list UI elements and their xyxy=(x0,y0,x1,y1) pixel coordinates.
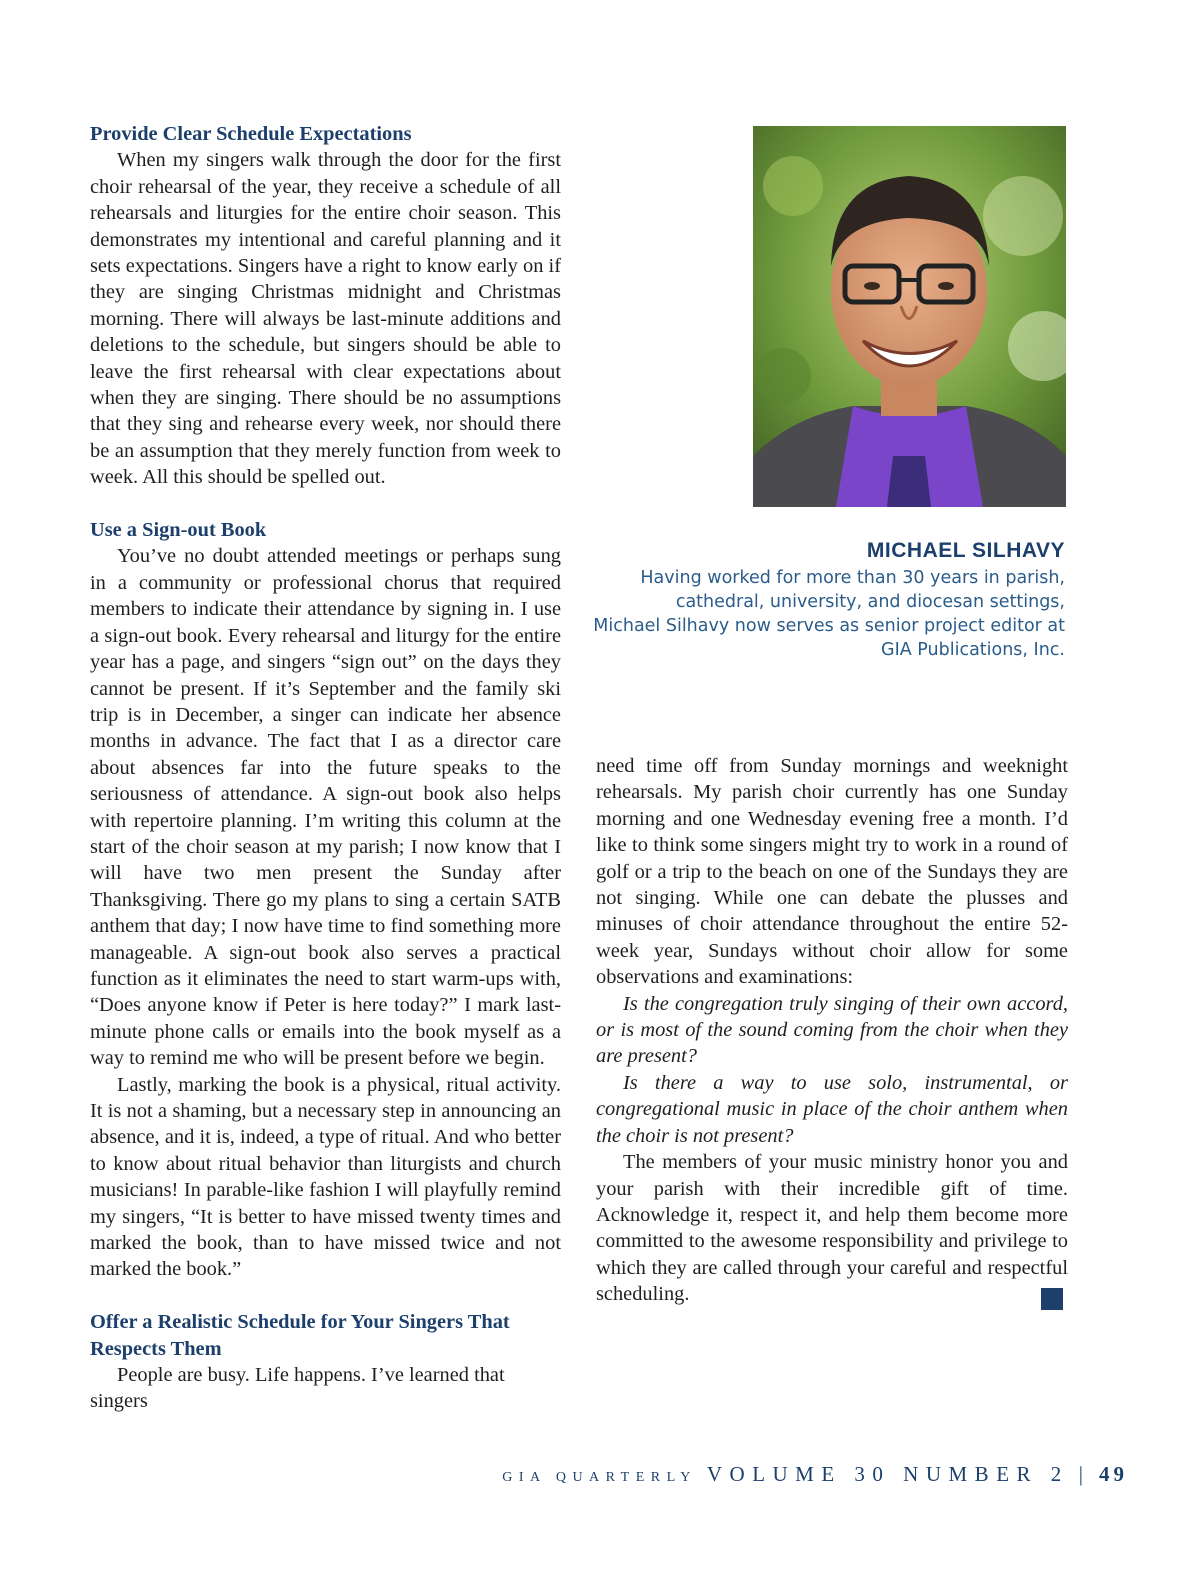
footer-brand: GIA QUARTERLY xyxy=(502,1470,697,1485)
paragraph: When my singers walk through the door for the first choir rehearsal of the year, they receive a schedule of all rehearsals and liturgies for the entire choir season. This demonstrates my intentional and careful planning and it sets expectations. Singers have a right to know early on if they are singing Christmas midnight and Christmas morning. There will always be last-minute additions and deletions to the schedule, but singers should be able to leave the first rehearsal with clear expectations about when they are singing. There should be no assumptions that they sing and rehearse every week, nor should there be an assumption that they merely function from week to week. All this should be spelled out. xyxy=(90,149,561,489)
question-paragraph: Is the congregation truly singing of their own accord, or is most of the sound coming from the choir when they are present? xyxy=(596,992,1068,1068)
left-column xyxy=(90,121,561,1415)
author-bio-line: Michael Silhavy now serves as senior project editor at xyxy=(593,616,1065,636)
section-heading-sign-out: Use a Sign-out Book xyxy=(90,519,267,542)
section-heading-schedule: Provide Clear Schedule Expectations xyxy=(90,123,412,145)
page-number: 49 xyxy=(1099,1462,1128,1486)
paragraph: Lastly, marking the book is a physical, ritual activity. It is not a shaming, but a necessary step in announcing an absence, and it is, indeed, a type of ritual. And who better to know about ritual behavior than liturgists and church musicians! In parable-like fashion I will playfully remind my singers, “It is better to have missed twenty times and marked the book, than to have missed twice and not marked the book.” xyxy=(90,1073,561,1281)
author-bio-line: cathedral, university, and diocesan settings, xyxy=(675,592,1065,612)
section-heading-realistic: Offer a Realistic Schedule for Your Singers That Respects Them xyxy=(90,1311,510,1360)
page-footer xyxy=(502,1462,1128,1487)
closing-paragraph: The members of your music ministry honor you and your parish with their incredible gift of time. Acknowledge it, respect it, and help them become more committed to the awesome responsibility and privilege to which they are called through your careful and respectful scheduling. xyxy=(596,1151,1068,1306)
author-photo xyxy=(753,126,1066,507)
footer-volume: VOLUME 30 NUMBER 2 xyxy=(706,1462,1069,1486)
author-bio xyxy=(545,536,1065,662)
paragraph: need time off from Sunday mornings and weeknight rehearsals. My parish choir currently has one Sunday morning and one Wednesday evening free a month. I’d like to think some singers might try to work in a round of golf or a trip to the beach on one of the Sundays they are not singing. While one can debate the plusses and minuses of choir attendance throughout the entire 52-week year, Sundays without choir allow for some observations and examinations: xyxy=(596,755,1068,989)
paragraph: You’ve no doubt attended meetings or perhaps sung in a community or professional chorus that required members to indicate their attendance by signing in. I use a sign-out book. Every rehearsal and liturgy for the entire year has a page, and singers “sign out” on the days they cannot be present. If it’s September and the family ski trip is in December, a singer can indicate her absence months in advance. The fact that I as a director care about absences far into the future speaks to the seriousness of attendance. A sign-out book also helps with repertoire planning. I’m writing this column at the start of the choir season at my parish; I now know that I will have two men present the Sunday after Thanksgiving. There go my plans to sing a certain SATB anthem that day; I now have time to find something more manageable. A sign-out book also serves a practical function as it eliminates the need to start warm-ups with, “Does anyone know if Peter is here today?” I mark last-minute phone calls or emails into the book myself as a way to remind me who will be present before we begin. xyxy=(90,545,561,1070)
author-bio-line: Having worked for more than 30 years in parish, xyxy=(640,568,1065,588)
end-of-article-mark xyxy=(1041,1288,1063,1310)
question-paragraph: Is there a way to use solo, instrumental, or congregational music in place of the choir anthem when the choir is not present? xyxy=(596,1071,1068,1147)
author-name: MICHAEL SILHAVY xyxy=(866,539,1065,562)
footer-separator: | xyxy=(1078,1462,1083,1486)
right-column xyxy=(596,753,1068,1308)
paragraph: People are busy. Life happens. I’ve learned that singers xyxy=(90,1364,505,1413)
author-bio-line: GIA Publications, Inc. xyxy=(881,640,1065,660)
